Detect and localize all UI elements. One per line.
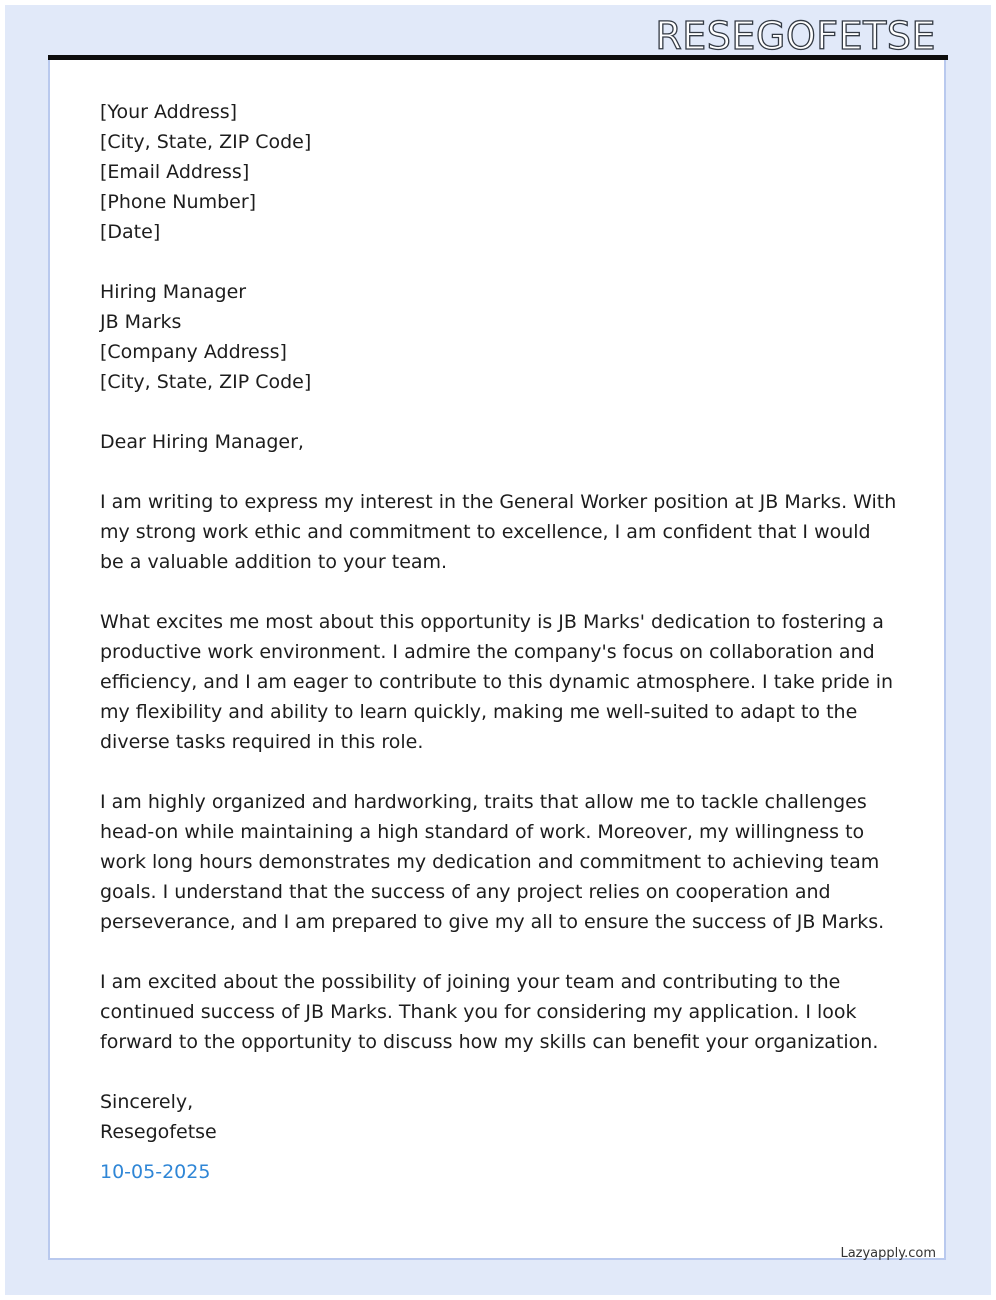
body-paragraph-3: I am highly organized and hardworking, traits that allow me to tackle challenges head-on while maintaining a high standard of work. Moreover, my willingness to work long hours demonstrates my dedication and commitment to achieving team goals. I understand that the success of any project relies on cooperation and perseverance, and I am prepared to give my all to ensure the success of JB Marks. — [100, 791, 885, 933]
salutation: Dear Hiring Manager, — [100, 431, 304, 453]
header-name: RESEGOFETSE — [655, 14, 936, 58]
sender-address: [Your Address] — [100, 101, 238, 123]
body-paragraph-4: I am excited about the possibility of joining your team and contributing to the continued success of JB Marks. Thank you for considering my application. I look forward to the opportunity to discuss how my skills can benefit your organization. — [100, 971, 879, 1053]
letter-date: 10-05-2025 — [100, 1161, 211, 1183]
recipient-address: [Company Address] — [100, 341, 287, 363]
cover-letter-body — [100, 97, 900, 1187]
valediction: Sincerely, — [100, 1091, 194, 1113]
closing-block — [100, 1087, 900, 1187]
sender-date: [Date] — [100, 221, 161, 243]
sender-phone: [Phone Number] — [100, 191, 257, 213]
footer-credit: Lazyapply.com — [840, 1246, 936, 1261]
sender-block — [100, 97, 900, 247]
signature-name: Resegofetse — [100, 1121, 217, 1143]
body-paragraph-1: I am writing to express my interest in the General Worker position at JB Marks. With my strong work ethic and commitment to excellence, I am confident that I would be a valuable addition to your team. — [100, 491, 897, 573]
sender-email: [Email Address] — [100, 161, 250, 183]
recipient-title: Hiring Manager — [100, 281, 247, 303]
recipient-city-state-zip: [City, State, ZIP Code] — [100, 371, 312, 393]
recipient-block — [100, 277, 900, 397]
sender-city-state-zip: [City, State, ZIP Code] — [100, 131, 312, 153]
body-paragraph-2: What excites me most about this opportunity is JB Marks' dedication to fostering a productive work environment. I admire the company's focus on collaboration and efficiency, and I am eager to contribute to this dynamic atmosphere. I take pride in my flexibility and ability to learn quickly, making me well-suited to adapt to the diverse tasks required in this role. — [100, 611, 894, 753]
recipient-company: JB Marks — [100, 311, 182, 333]
